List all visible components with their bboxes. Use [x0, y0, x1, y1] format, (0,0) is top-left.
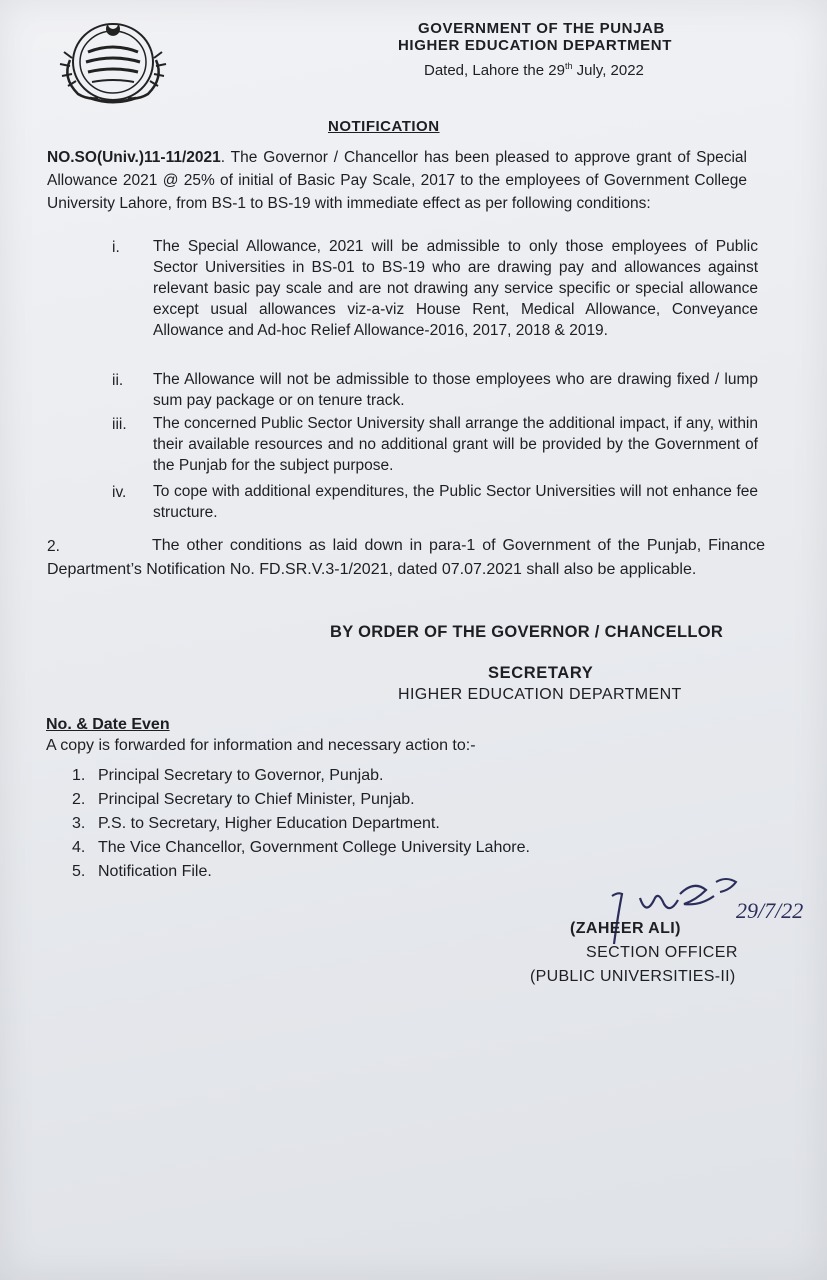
- signatory-office: (PUBLIC UNIVERSITIES-II): [530, 968, 736, 985]
- recipient-text: Notification File.: [98, 863, 212, 880]
- recipient-text: P.S. to Secretary, Higher Education Department.: [98, 815, 440, 832]
- condition-text: The concerned Public Sector University shall arrange the additional impact, if any, within their available resources and no additional grant will be provided by the Government of the Punjab for the subject purpose.: [153, 415, 758, 474]
- recipient-text: Principal Secretary to Chief Minister, Punjab.: [98, 791, 415, 808]
- recipient-number: 4.: [72, 839, 86, 856]
- secretary-department: HIGHER EDUCATION DEPARTMENT: [398, 686, 682, 703]
- recipient-number: 2.: [72, 791, 86, 808]
- header-date: [424, 61, 644, 79]
- header-government: GOVERNMENT OF THE PUNJAB: [418, 20, 665, 37]
- condition-number: iii.: [112, 416, 127, 433]
- date-prefix: Dated, Lahore the 29: [424, 62, 565, 79]
- recipient-text: The Vice Chancellor, Government College University Lahore.: [98, 839, 530, 856]
- list-item: [72, 860, 530, 884]
- punjab-emblem-logo: [50, 12, 176, 104]
- recipients-list: [72, 764, 530, 884]
- condition-text: The Special Allowance, 2021 will be admissible to only those employees of Public Sector Universities in BS-01 to BS-19 who are drawing pay and allowances against relevant basic pay scale and are not drawing any service specific or special allowance except usual allowances viz-a-viz House Rent, Medical Allowance, Conveyance Allowance and Ad-hoc Relief Allowance-2016, 2017, 2018 & 2019.: [153, 238, 758, 339]
- list-item: [72, 812, 530, 836]
- signatory-designation: SECTION OFFICER: [586, 944, 738, 961]
- list-item: [72, 836, 530, 860]
- notification-title: NOTIFICATION: [328, 118, 440, 135]
- condition-number: iv.: [112, 484, 127, 501]
- date-superscript: th: [564, 61, 573, 71]
- condition-text: To cope with additional expenditures, the Public Sector Universities will not enhance fee structure.: [153, 483, 758, 521]
- list-item: [72, 764, 530, 788]
- condition-text: The Allowance will not be admissible to those employees who are drawing fixed / lump sum pay package or on tenure track.: [153, 371, 758, 409]
- paragraph-2-number: 2.: [47, 538, 60, 555]
- recipient-number: 5.: [72, 863, 86, 880]
- date-suffix: July, 2022: [572, 62, 644, 79]
- recipient-text: Principal Secretary to Governor, Punjab.: [98, 767, 384, 784]
- copy-heading: No. & Date Even: [46, 716, 170, 733]
- conditions-list: [112, 236, 762, 526]
- signatory-name: (ZAHEER ALI): [570, 920, 681, 937]
- copy-intro: A copy is forwarded for information and necessary action to:-: [46, 737, 476, 754]
- signature-date: 29/7/22: [736, 898, 804, 923]
- header-department: HIGHER EDUCATION DEPARTMENT: [398, 37, 672, 54]
- recipient-number: 3.: [72, 815, 86, 832]
- by-order-line: BY ORDER OF THE GOVERNOR / CHANCELLOR: [330, 623, 724, 641]
- intro-paragraph: [47, 146, 747, 215]
- intro-text: . The Governor / Chancellor has been pleased to approve grant of Special Allowance 2021 @ 25% of initial of Basic Pay Scale, 2017 to the employees of Government College University Lahore, from BS-1 to BS-19 with immediate effect as per following conditions:: [47, 149, 747, 212]
- paragraph-2-text: The other conditions as laid down in para-1 of Government of the Punjab, Finance Department’s Notification No. FD.SR.V.3-1/2021, dated 07.07.2021 shall also be applicable.: [47, 537, 765, 578]
- condition-number: ii.: [112, 372, 124, 389]
- recipient-number: 1.: [72, 767, 86, 784]
- list-item: [72, 788, 530, 812]
- secretary-title: SECRETARY: [488, 664, 594, 682]
- reference-number: NO.SO(Univ.)11-11/2021: [47, 149, 221, 166]
- condition-number: i.: [112, 239, 120, 256]
